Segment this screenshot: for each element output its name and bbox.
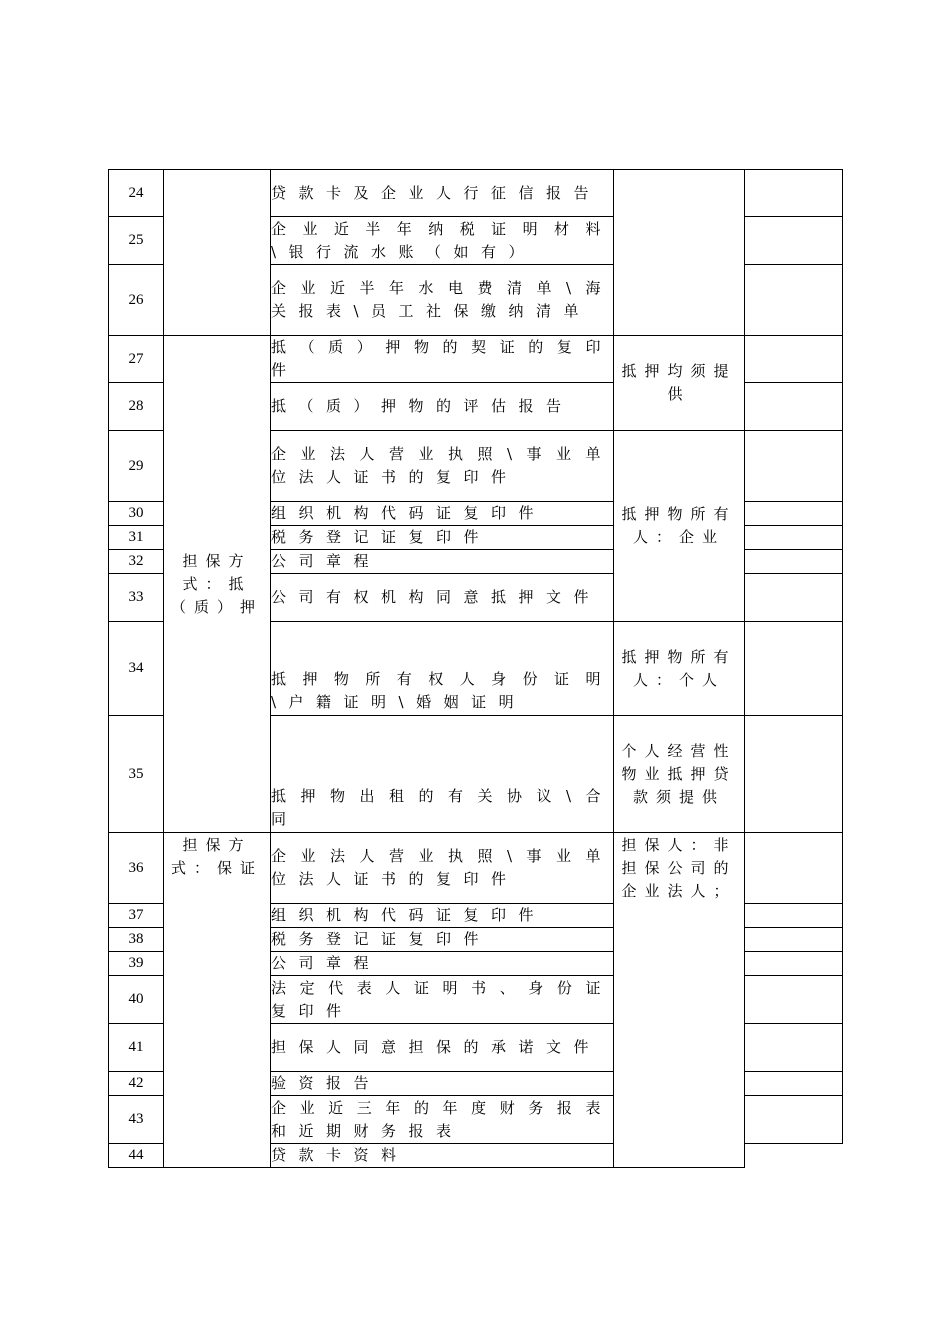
item-cell: 税务登记证复印件 <box>271 526 614 550</box>
row-number: 36 <box>109 833 164 904</box>
item-cell: 企业近半年纳税证明材料\银行流水账（如有） <box>271 217 614 265</box>
blank-cell <box>745 976 843 1024</box>
document-table <box>108 169 843 1168</box>
blank-cell <box>745 265 843 336</box>
item-cell: 企业近三年的年度财务报表和近期财务报表 <box>271 1096 614 1144</box>
blank-cell <box>745 431 843 502</box>
item-cell: 贷款卡资料 <box>271 1144 614 1168</box>
item-cell: 担保人同意担保的承诺文件 <box>271 1024 614 1072</box>
row-number: 41 <box>109 1024 164 1072</box>
row-number: 24 <box>109 170 164 217</box>
item-cell: 企业近半年水电费清单\海关报表\员工社保缴纳清单 <box>271 265 614 336</box>
blank-cell <box>745 574 843 622</box>
blank-cell <box>745 336 843 383</box>
item-cell: 组织机构代码证复印件 <box>271 502 614 526</box>
blank-cell <box>745 716 843 833</box>
table-row <box>109 833 843 904</box>
row-number: 34 <box>109 622 164 716</box>
note-mortgage-all: 抵押均须提供 <box>614 336 745 431</box>
note-cell-empty <box>614 170 745 336</box>
row-number: 27 <box>109 336 164 383</box>
blank-cell <box>745 170 843 217</box>
row-number: 38 <box>109 928 164 952</box>
item-cell: 税务登记证复印件 <box>271 928 614 952</box>
item-cell: 验资报告 <box>271 1072 614 1096</box>
blank-cell <box>745 1144 843 1168</box>
item-cell: 法定代表人证明书、身份证复印件 <box>271 976 614 1024</box>
item-cell: 公司章程 <box>271 952 614 976</box>
blank-cell <box>745 1024 843 1072</box>
blank-cell <box>745 904 843 928</box>
row-number: 31 <box>109 526 164 550</box>
blank-cell <box>745 622 843 716</box>
item-cell: 企业法人营业执照\事业单位法人证书的复印件 <box>271 833 614 904</box>
category-cell-empty <box>164 170 271 336</box>
row-number: 28 <box>109 383 164 431</box>
row-number: 33 <box>109 574 164 622</box>
row-number: 42 <box>109 1072 164 1096</box>
blank-cell <box>745 1096 843 1144</box>
blank-cell <box>745 952 843 976</box>
row-number: 43 <box>109 1096 164 1144</box>
note-personal-business: 个人经营性物业抵押贷款须提供 <box>614 716 745 833</box>
row-number: 26 <box>109 265 164 336</box>
row-number: 39 <box>109 952 164 976</box>
blank-cell <box>745 928 843 952</box>
item-cell: 组织机构代码证复印件 <box>271 904 614 928</box>
note-owner-enterprise: 抵押物所有人：企业 <box>614 431 745 622</box>
category-mortgage: 担保方式：抵（质）押 <box>164 336 271 833</box>
blank-cell <box>745 217 843 265</box>
note-owner-individual: 抵押物所有人：个人 <box>614 622 745 716</box>
row-number: 37 <box>109 904 164 928</box>
blank-cell <box>745 1072 843 1096</box>
row-number: 44 <box>109 1144 164 1168</box>
row-number: 29 <box>109 431 164 502</box>
table-row <box>109 336 843 383</box>
row-number: 40 <box>109 976 164 1024</box>
blank-cell <box>745 550 843 574</box>
item-cell: 贷款卡及企业人行征信报告 <box>271 170 614 217</box>
row-number: 30 <box>109 502 164 526</box>
item-cell: 抵押物所有权人身份证明\户籍证明\婚姻证明 <box>271 622 614 716</box>
item-cell: 抵（质）押物的契证的复印件 <box>271 336 614 383</box>
item-cell: 公司章程 <box>271 550 614 574</box>
row-number: 35 <box>109 716 164 833</box>
row-number: 25 <box>109 217 164 265</box>
item-cell: 企业法人营业执照\事业单位法人证书的复印件 <box>271 431 614 502</box>
item-cell: 抵押物出租的有关协议\合同 <box>271 716 614 833</box>
blank-cell <box>745 502 843 526</box>
category-guarantee: 担保方式：保证 <box>164 833 271 1168</box>
item-cell: 公司有权机构同意抵押文件 <box>271 574 614 622</box>
item-cell: 抵（质）押物的评估报告 <box>271 383 614 431</box>
blank-cell <box>745 383 843 431</box>
blank-cell <box>745 526 843 550</box>
row-number: 32 <box>109 550 164 574</box>
note-guarantor: 担保人：非担保公司的企业法人； <box>614 833 745 1168</box>
table-row <box>109 170 843 217</box>
blank-cell <box>745 833 843 904</box>
